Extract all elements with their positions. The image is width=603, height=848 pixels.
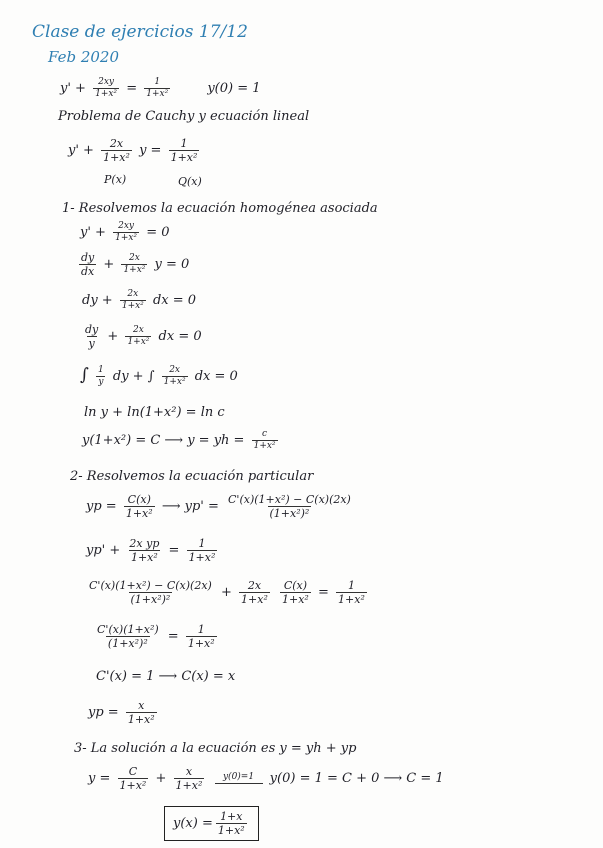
numerator: 1: [347, 579, 355, 592]
fraction: [93, 78, 119, 99]
mid: ⟶ yp' =: [161, 499, 219, 514]
fraction: [120, 290, 146, 311]
step1-eq1: [80, 222, 169, 243]
fraction: [96, 366, 106, 387]
problem-description: Problema de Cauchy y ecuación lineal: [58, 109, 310, 124]
denominator: 1+x²: [282, 593, 309, 606]
numerator: 2x: [247, 579, 262, 592]
initial-condition: y(0) = 1: [207, 81, 261, 96]
numerator: 1: [98, 365, 104, 375]
denominator: 1+x²: [217, 824, 245, 837]
lhs: y' +: [80, 225, 106, 240]
lhs: dy +: [82, 293, 113, 308]
denominator: 1+x²: [146, 89, 169, 99]
step3-heading: 3- La solución a la ecuación es y = yh + yp: [74, 741, 357, 756]
numerator: dy: [85, 323, 99, 336]
numerator: 2x: [169, 365, 180, 375]
lhs: yp =: [86, 499, 117, 514]
numerator: 2xy: [98, 77, 115, 87]
lhs: yp =: [88, 705, 119, 720]
numerator: x: [138, 699, 145, 712]
step1-heading: 1- Resolvemos la ecuación homogénea asociada: [62, 201, 378, 216]
fraction: [113, 222, 139, 243]
numerator: 2x: [109, 137, 124, 150]
step2-eq5: C'(x) = 1 ⟶ C(x) = x: [96, 669, 236, 684]
numerator: 2x: [133, 325, 144, 335]
step1-eq6: ln y + ln(1+x²) = ln c: [84, 405, 225, 420]
numerator: 2x: [127, 289, 139, 299]
numerator: 1: [180, 137, 188, 150]
fraction: [126, 700, 157, 725]
fraction: [118, 766, 149, 791]
final-answer-box: [164, 806, 259, 841]
numerator: 1+x: [220, 810, 243, 823]
numerator: C(x): [127, 493, 151, 506]
numerator: x: [185, 765, 193, 778]
step1-eq7: [82, 430, 281, 451]
numerator: C'(x)(1+x²) − C(x)(2x): [89, 579, 212, 592]
fraction: [79, 252, 96, 277]
denominator: 1+x²: [170, 151, 198, 164]
fraction: [336, 580, 367, 605]
denominator: 1+x²: [127, 337, 150, 347]
numerator: C'(x)(1+x²): [97, 623, 159, 636]
numerator: 2xy: [118, 221, 135, 231]
denominator: 1+x²: [338, 593, 365, 606]
numerator: C(x): [283, 579, 308, 592]
denominator: 1+x²: [175, 779, 203, 792]
denominator: (1+x²)²: [269, 507, 310, 520]
fraction: [125, 326, 151, 347]
denominator: 1+x²: [123, 265, 146, 275]
mid: y =: [139, 143, 162, 158]
numerator: 1: [154, 77, 161, 87]
denominator: 1+x²: [103, 151, 130, 164]
eq: =: [318, 585, 329, 600]
lhs: y' +: [68, 143, 94, 158]
denominator: 1+x²: [121, 301, 144, 311]
rhs: dx = 0: [152, 293, 197, 308]
ode-statement: [60, 78, 261, 99]
denominator: 1+x²: [119, 779, 147, 792]
arrow-line: [215, 783, 263, 785]
denominator: 1+x²: [187, 637, 215, 650]
denominator: (1+x²)²: [107, 637, 148, 650]
denominator: 1+x²: [188, 551, 216, 564]
equals: =: [126, 81, 138, 96]
plus: +: [155, 771, 167, 786]
denominator: y: [98, 377, 104, 387]
denominator: 1+x²: [127, 713, 155, 726]
plus: +: [103, 257, 115, 272]
step2-eq2: [86, 538, 220, 563]
page-title: Clase de ejercicios 17/12: [32, 22, 248, 42]
lhs: y(1+x²) = C ⟶ y = yh =: [82, 433, 245, 448]
step1-eq4: [80, 324, 202, 349]
linear-form: [68, 138, 202, 163]
ode-lhs: y' +: [60, 81, 86, 96]
fraction: [216, 811, 247, 836]
integral: ∫: [80, 365, 89, 385]
arrow-label: y(0)=1: [222, 771, 255, 782]
fraction: [144, 78, 170, 99]
rhs: dx = 0: [194, 369, 238, 384]
numerator: 2x yp: [129, 537, 160, 550]
fraction: [186, 624, 217, 649]
step2-heading: 2- Resolvemos la ecuación particular: [70, 469, 314, 484]
fraction: [83, 324, 100, 349]
q-of-x-fraction: [169, 138, 200, 163]
denominator: 1+x²: [241, 593, 268, 606]
numerator: C: [128, 765, 138, 778]
step3-eq1: [88, 766, 444, 791]
denominator: y: [88, 337, 95, 350]
final-lhs: y(x) =: [173, 816, 213, 831]
step2-eq6: [88, 700, 160, 725]
fraction: [127, 538, 161, 563]
denominator: 1+x²: [95, 89, 118, 99]
fraction: [252, 430, 278, 451]
page-date: Feb 2020: [48, 48, 120, 66]
denominator: dx: [81, 265, 95, 278]
constant-solve: y(0) = 1 = C + 0 ⟶ C = 1: [269, 771, 444, 786]
denominator: 1+x²: [125, 507, 153, 520]
fraction: [280, 580, 311, 605]
step2-eq3: [84, 580, 370, 605]
fraction: [174, 766, 205, 791]
rhs: dx = 0: [158, 329, 202, 344]
lhs: yp' +: [86, 543, 121, 558]
step1-eq3: [82, 290, 196, 311]
rhs: = 0: [146, 225, 170, 240]
step2-eq1: [86, 494, 356, 519]
plus: +: [107, 329, 119, 344]
p-label: P(x): [104, 173, 127, 186]
p-of-x-fraction: [101, 138, 132, 163]
step1-eq5: [80, 366, 238, 387]
fraction: [162, 366, 188, 387]
plus: +: [220, 585, 232, 600]
step1-eq2: [76, 252, 189, 277]
fraction: [121, 254, 147, 275]
denominator: 1+x²: [253, 441, 276, 451]
lhs: y =: [88, 771, 111, 786]
numerator: 1: [197, 623, 205, 636]
step2-eq4: [92, 624, 220, 649]
boxed-solution: [164, 806, 259, 841]
rhs: y = 0: [154, 257, 190, 272]
q-label: Q(x): [178, 175, 202, 188]
denominator: 1+x²: [163, 377, 186, 387]
denominator: 1+x²: [115, 233, 138, 243]
denominator: (1+x²)²: [130, 593, 171, 606]
numerator: 2x: [129, 253, 140, 263]
eq: =: [168, 543, 180, 558]
denominator: 1+x²: [130, 551, 158, 564]
fraction: [187, 538, 218, 563]
numerator: dy: [81, 251, 95, 264]
mid: dy + ∫: [112, 369, 155, 384]
numerator: 1: [198, 537, 206, 550]
fraction: [124, 494, 155, 519]
fraction: [95, 624, 161, 649]
fraction: [87, 580, 214, 605]
arrow-with-condition: [215, 773, 263, 785]
numerator: c: [262, 429, 268, 439]
fraction: [239, 580, 270, 605]
eq: =: [167, 629, 179, 644]
numerator: C'(x)(1+x²) − C(x)(2x): [228, 493, 351, 506]
fraction: [226, 494, 353, 519]
